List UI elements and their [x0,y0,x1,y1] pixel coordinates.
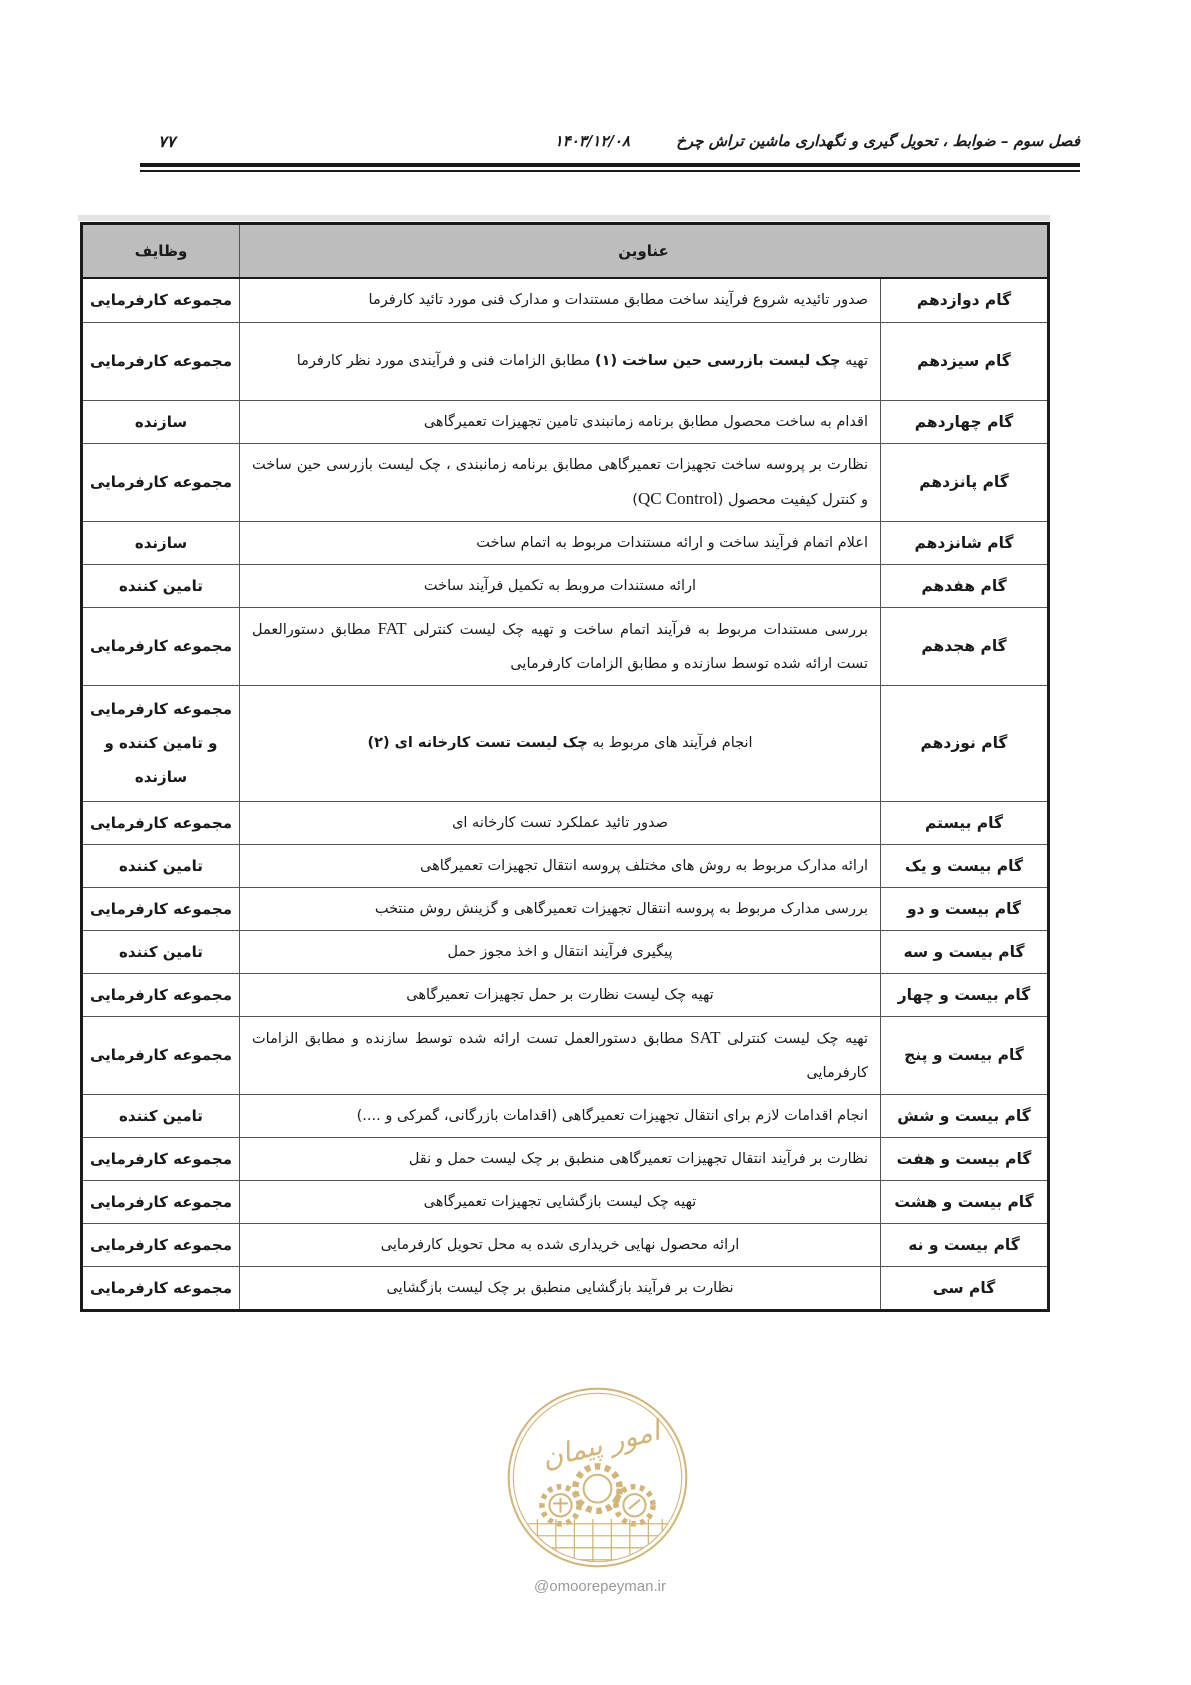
step-label: گام بیست و شش [881,1094,1049,1137]
duty-cell: مجموعه کارفرمایی [82,973,240,1016]
duty-cell: مجموعه کارفرمایی [82,322,240,400]
duty-cell: تامین کننده [82,564,240,607]
table-row [82,1266,1049,1310]
step-label: گام پانزدهم [881,443,1049,521]
description-latin: FAT [377,618,407,638]
page-number: ۷۷ [158,132,176,151]
step-description: ارائه مستندات مروبط به تکمیل فرآیند ساخت [240,564,881,607]
description-post: ) [632,491,638,508]
duty-cell: تامین کننده [82,844,240,887]
table-top-shadow [78,215,1050,221]
duty-cell: مجموعه کارفرمایی [82,607,240,685]
duty-cell: تامین کننده [82,930,240,973]
duty-line: مجموعه کارفرمایی [90,700,232,718]
description-bold: چک لیست بازرسی حین ساخت (۱) [594,353,841,369]
duty-cell: مجموعه کارفرمایی [82,801,240,844]
step-label: گام بیست و هشت [881,1180,1049,1223]
header-rule-thick [140,163,1080,167]
duty-cell [82,685,240,801]
duty-cell: مجموعه کارفرمایی [82,278,240,322]
step-description: صدور تائیدیه شروع فرآیند ساخت مطابق مستندات و مدارک فنی مورد تائید کارفرما [240,278,881,322]
description-pre: نظارت بر پروسه ساخت تجهیزات تعمیرگاهی مطابق برنامه زمانبندی ، چک لیست بازرسی حین ساخت و کنترل کیفیت محصول ( [252,456,868,508]
step-description [240,607,881,685]
duty-cell: تامین کننده [82,1094,240,1137]
step-label: گام سی [881,1266,1049,1310]
step-description: اعلام اتمام فرآیند ساخت و ارائه مستندات مربوط به اتمام ساخت [240,521,881,564]
step-description: نظارت بر فرآیند انتقال تجهیزات تعمیرگاهی منطبق بر چک لیست حمل و نقل [240,1137,881,1180]
description-post: مطابق دستورالعمل تست ارائه شده توسط سازنده و مطابق الزامات کارفرمایی [252,621,868,672]
table-row [82,844,1049,887]
duty-cell: مجموعه کارفرمایی [82,1266,240,1310]
duty-cell: سازنده [82,400,240,443]
description-pre: تهیه چک لیست کنترلی [720,1030,868,1047]
table-row [82,322,1049,400]
table-body [82,278,1049,1310]
table-row [82,973,1049,1016]
step-label: گام بیست و هفت [881,1137,1049,1180]
duty-cell: مجموعه کارفرمایی [82,1180,240,1223]
header-date: ۱۴۰۳/۱۲/۰۸ [554,132,630,150]
table-row [82,685,1049,801]
step-description: تهیه چک لیست نظارت بر حمل تجهیزات تعمیرگاهی [240,973,881,1016]
chapter-title: فصل سوم – ضوابط ، تحویل گیری و نگهداری ماشین تراش چرخ [676,132,1080,150]
step-description: صدور تائید عملکرد تست کارخانه ای [240,801,881,844]
duty-cell: مجموعه کارفرمایی [82,1223,240,1266]
description-pre: بررسی مستندات مربوط به فرآیند اتمام ساخت و تهیه چک لیست کنترلی [406,621,868,638]
table-row [82,1137,1049,1180]
description-post: مطابق الزامات فنی و فرآیندی مورد نظر کارفرما [296,353,595,369]
step-description: ارائه مدارک مربوط به روش های مختلف پروسه انتقال تجهیزات تعمیرگاهی [240,844,881,887]
table-row [82,887,1049,930]
table-row [82,1180,1049,1223]
step-label: گام بیست و چهار [881,973,1049,1016]
step-description: بررسی مدارک مربوط به پروسه انتقال تجهیزات تعمیرگاهی و گزینش روش منتخب [240,887,881,930]
description-pre: تهیه [840,353,868,369]
table-row [82,1094,1049,1137]
step-label: گام شانزدهم [881,521,1049,564]
step-label: گام بیست و سه [881,930,1049,973]
page-header [140,128,1080,158]
duty-cell: مجموعه کارفرمایی [82,443,240,521]
titles-header: عناوین [240,224,1049,279]
step-description: تهیه چک لیست بازگشایی تجهیزات تعمیرگاهی [240,1180,881,1223]
step-label: گام چهاردهم [881,400,1049,443]
step-description: ارائه محصول نهایی خریداری شده به محل تحویل کارفرمایی [240,1223,881,1266]
step-label: گام بیستم [881,801,1049,844]
table-row [82,400,1049,443]
table-row [82,801,1049,844]
table-row [82,443,1049,521]
seal-url: @omoorepeyman.ir [534,1578,666,1595]
duty-line: سازنده [134,768,188,786]
omoore-peyman-seal [505,1385,690,1570]
step-description: نظارت بر فرآیند بازگشایی منطبق بر چک لیست بازگشایی [240,1266,881,1310]
description-bold: چک لیست تست کارخانه ای (۲) [367,735,588,751]
duty-line: و تامین کننده و [104,734,218,752]
step-description [240,322,881,400]
table-row [82,1016,1049,1094]
table-row [82,521,1049,564]
step-label: گام بیست و یک [881,844,1049,887]
step-description: پیگیری فرآیند انتقال و اخذ مجوز حمل [240,930,881,973]
steps-table [80,222,1050,1312]
step-description [240,685,881,801]
step-description [240,443,881,521]
duty-cell: مجموعه کارفرمایی [82,887,240,930]
step-description [240,1016,881,1094]
step-label: گام نوزدهم [881,685,1049,801]
step-label: گام بیست و نه [881,1223,1049,1266]
description-post: مطابق دستورالعمل تست ارائه شده توسط سازنده و مطابق الزامات کارفرمایی [252,1030,868,1081]
table-header-row [82,224,1049,279]
header-rule-thin [140,170,1080,172]
step-label: گام سیزدهم [881,322,1049,400]
seal-brand-text: امور پیمان [538,1413,664,1475]
table-row [82,930,1049,973]
step-label: گام بیست و پنج [881,1016,1049,1094]
table-row [82,278,1049,322]
description-latin: SAT [690,1027,721,1047]
step-label: گام دوازدهم [881,278,1049,322]
table-row [82,1223,1049,1266]
duty-cell: سازنده [82,521,240,564]
step-label: گام هفدهم [881,564,1049,607]
description-pre: انجام فرآیند های مربوط به [587,735,753,751]
step-label: گام هجدهم [881,607,1049,685]
step-label: گام بیست و دو [881,887,1049,930]
step-description: انجام اقدامات لازم برای انتقال تجهیزات تعمیرگاهی (اقدامات بازرگانی، گمرکی و ....) [240,1094,881,1137]
table-row [82,607,1049,685]
description-latin: QC Control [637,488,718,508]
duty-cell: مجموعه کارفرمایی [82,1016,240,1094]
table-row [82,564,1049,607]
step-description: اقدام به ساخت محصول مطابق برنامه زمانبندی تامین تجهیزات تعمیرگاهی [240,400,881,443]
duties-header: وظایف [82,224,240,279]
duty-cell: مجموعه کارفرمایی [82,1137,240,1180]
